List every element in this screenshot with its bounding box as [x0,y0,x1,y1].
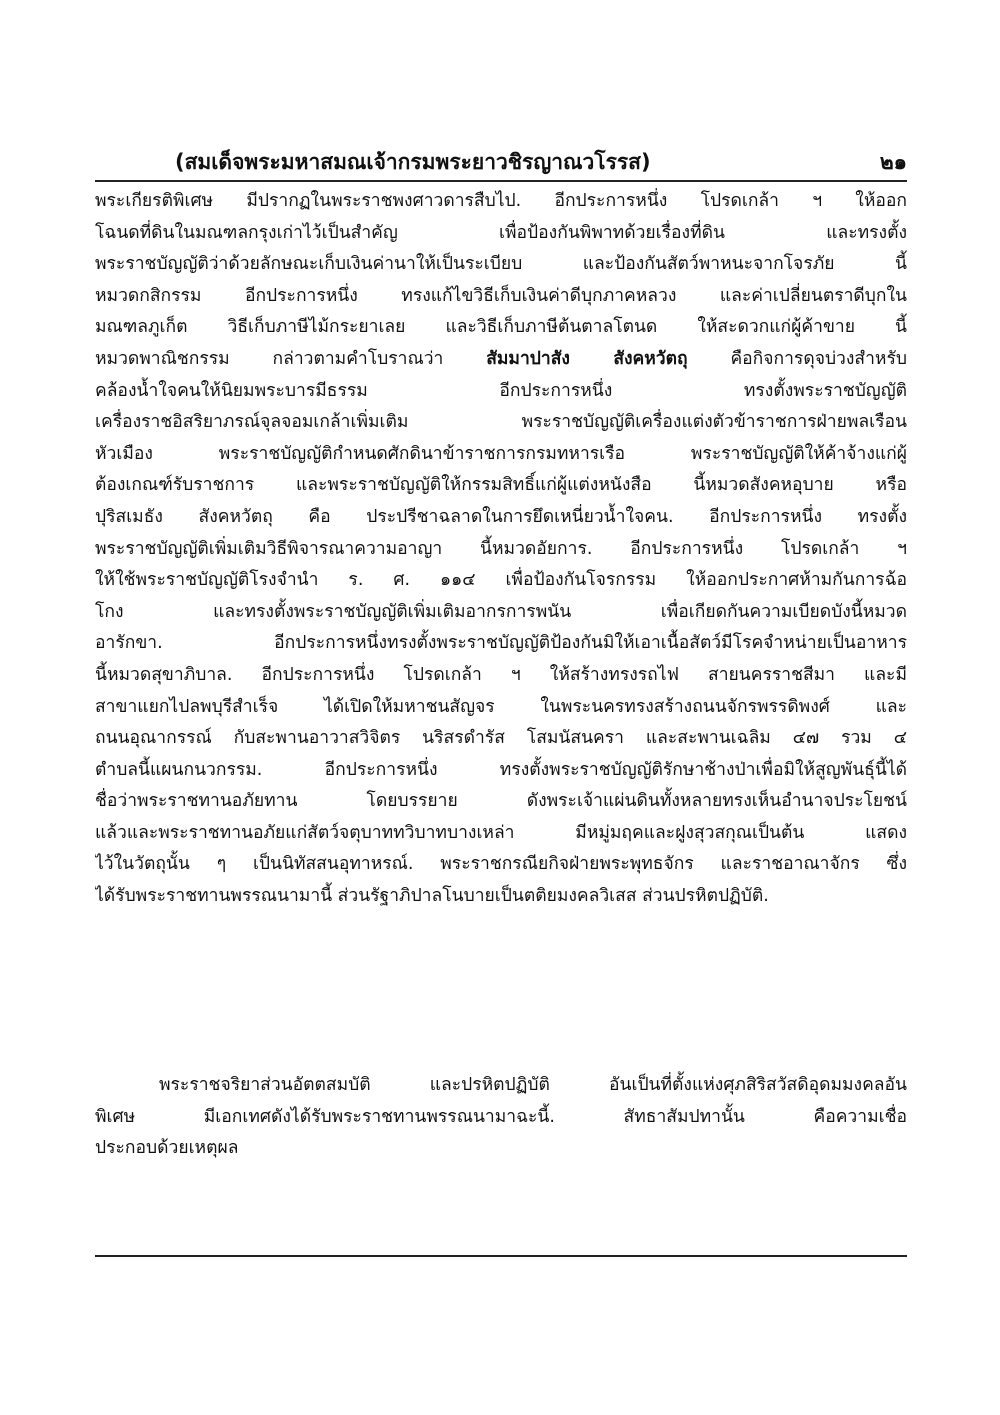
text-line: หัวเมือง พระราชบัญญัติกำหนดศักดินาข้าราชการกรมทหารเรือ พระราชบัญญัติให้ค้าจ้างแก่ผู้ [95,443,907,464]
bold-term: สัมมาปาสัง สังคหวัตถุ [486,348,688,369]
text-line: เครื่องราชอิสริยาภรณ์จุลจอมเกล้าเพิ่มเติม พระราชบัญญัติเครื่องแต่งตัวข้าราชการฝ่ายพลเรือน [95,412,907,433]
text-segment: หมวดพาณิชกรรม กล่าวตามคำโบราณว่า [95,348,444,369]
text-line: พระราชจริยาส่วนอัตตสมบัติ และปรหิตปฏิบัติ อันเป็นที่ตั้งแห่งศุภสิริสวัสดิอุดมมงคลอัน [159,1075,907,1095]
text-line: พิเศษ มีเอกเทศดังได้รับพระราชทานพรรณนามาฉะนี้. สัทธาสัมปทานั้น คือความเชื่อ [95,1106,907,1127]
text-line: พระราชบัญญัติว่าด้วยลักษณะเก็บเงินค่านาให้เป็นระเบียบ และป้องกันสัตว์พาหนะจากโจรภัย นี้ [95,254,907,275]
paragraph-2 [95,1070,907,1165]
text-line: ประกอบด้วยเหตุผล [95,1138,239,1159]
text-line: หมวดกสิกรรม อีกประการหนึ่ง ทรงแก้ไขวิธีเก็บเงินค่าดีบุกภาคหลวง และค่าเปลี่ยนตราดีบุกใน [95,285,907,306]
page-number: ๒๑ [879,150,907,174]
text-line: ชื่อว่าพระราชทานอภัยทาน โดยบรรยาย ดังพระเจ้าแผ่นดินทั้งหลายทรงเห็นอำนาจประโยชน์ [95,791,907,812]
header-rule [95,180,907,182]
text-line: มณฑลภูเก็ต วิธีเก็บภาษีไม้กระยาเลย และวิธีเก็บภาษีต้นตาลโตนด ให้สะดวกแก่ผู้ค้าขาย นี้ [95,317,907,338]
text-line: ปุริสเมธัง สังคหวัตถุ คือ ประปรีชาฉลาดในการยึดเหนี่ยวน้ำใจคน. อีกประการหนึ่ง ทรงตั้ง [95,506,907,527]
text-line: คล้องน้ำใจคนให้นิยมพระบารมีธรรม อีกประการหนึ่ง ทรงตั้งพระราชบัญญัติ [95,380,907,401]
running-header [95,146,907,180]
text-line: ตำบลนี้แผนกนวกรรม. อีกประการหนึ่ง ทรงตั้งพระราชบัญญัติรักษาช้างป่าเพื่อมิให้สูญพันธุ์นี้ได้ [95,759,907,780]
text-line: นี้หมวดสุขาภิบาล. อีกประการหนึ่ง โปรดเกล้า ฯ ให้สร้างทรงรถไฟ สายนครราชสีมา และมี [95,664,907,685]
text-line: ถนนอุณากรรณ์ กับสะพานอาวาสวิจิตร นริสรดำรัส โสมนัสนครา และสะพานเฉลิม ๔๗ รวม ๔ [95,728,907,749]
text-line: พระเกียรติพิเศษ มีปรากฏในพระราชพงศาวดารสืบไป. อีกประการหนึ่ง โปรดเกล้า ฯ ให้ออก [95,191,907,211]
footer-rule [95,1255,907,1257]
text-line: ให้ใช้พระราชบัญญัติโรงจำนำ ร. ศ. ๑๑๔ เพื่อป้องกันโจรกรรม ให้ออกประกาศห้ามกันการฉ้อ [95,570,907,591]
text-line-with-bold-term [95,344,907,376]
text-line: โกง และทรงตั้งพระราชบัญญัติเพิ่มเติมอากรการพนัน เพื่อเกียดกันความเบียดบังนี้หมวด [95,601,907,622]
text-line: แล้วและพระราชทานอภัยแก่สัตว์จตุบาททวิบาทบางเหล่า มีหมู่มฤคและฝูงสุวสกุณเป็นต้น แสดง [95,822,907,843]
text-line: ต้องเกณฑ์รับราชการ และพระราชบัญญัติให้กรรมสิทธิ์แก่ผู้แต่งหนังสือ นี้หมวดสังคหอุบาย หรือ [95,475,907,496]
text-segment: คือกิจการดุจบ่วงสำหรับ [730,348,907,369]
paragraph-1 [95,186,907,913]
text-line: ได้รับพระราชทานพรรณนามานี้ ส่วนรัฐาภิปาลโนบายเป็นตติยมงคลวิเสส ส่วนปรหิตปฏิบัติ. [95,886,769,907]
text-line: อารักขา. อีกประการหนึ่งทรงตั้งพระราชบัญญัติป้องกันมิให้เอาเนื้อสัตว์มีโรคจำหน่ายเป็นอาหาร [95,633,907,654]
text-line: สาขาแยกไปลพบุรีสำเร็จ ได้เปิดให้มหาชนสัญจร ในพระนครทรงสร้างถนนจักรพรรดิพงศ์ และ [95,696,907,717]
header-title: (สมเด็จพระมหาสมณเจ้ากรมพระยาวชิรญาณวโรรส) [175,150,651,174]
text-line: พระราชบัญญัติเพิ่มเติมวิธีพิจารณาความอาญา นี้หมวดอัยการ. อีกประการหนึ่ง โปรดเกล้า ฯ [95,538,907,559]
text-line: โฉนดที่ดินในมณฑลกรุงเก่าไว้เป็นสำคัญ เพื่อป้องกันพิพาทด้วยเรื่องที่ดิน และทรงตั้ง [95,222,907,243]
text-line: ไว้ในวัตถุนั้น ๆ เป็นนิทัสสนอุทาหรณ์. พระราชกรณียกิจฝ่ายพระพุทธจักร และราชอาณาจักร ซึ่ง [95,854,907,875]
